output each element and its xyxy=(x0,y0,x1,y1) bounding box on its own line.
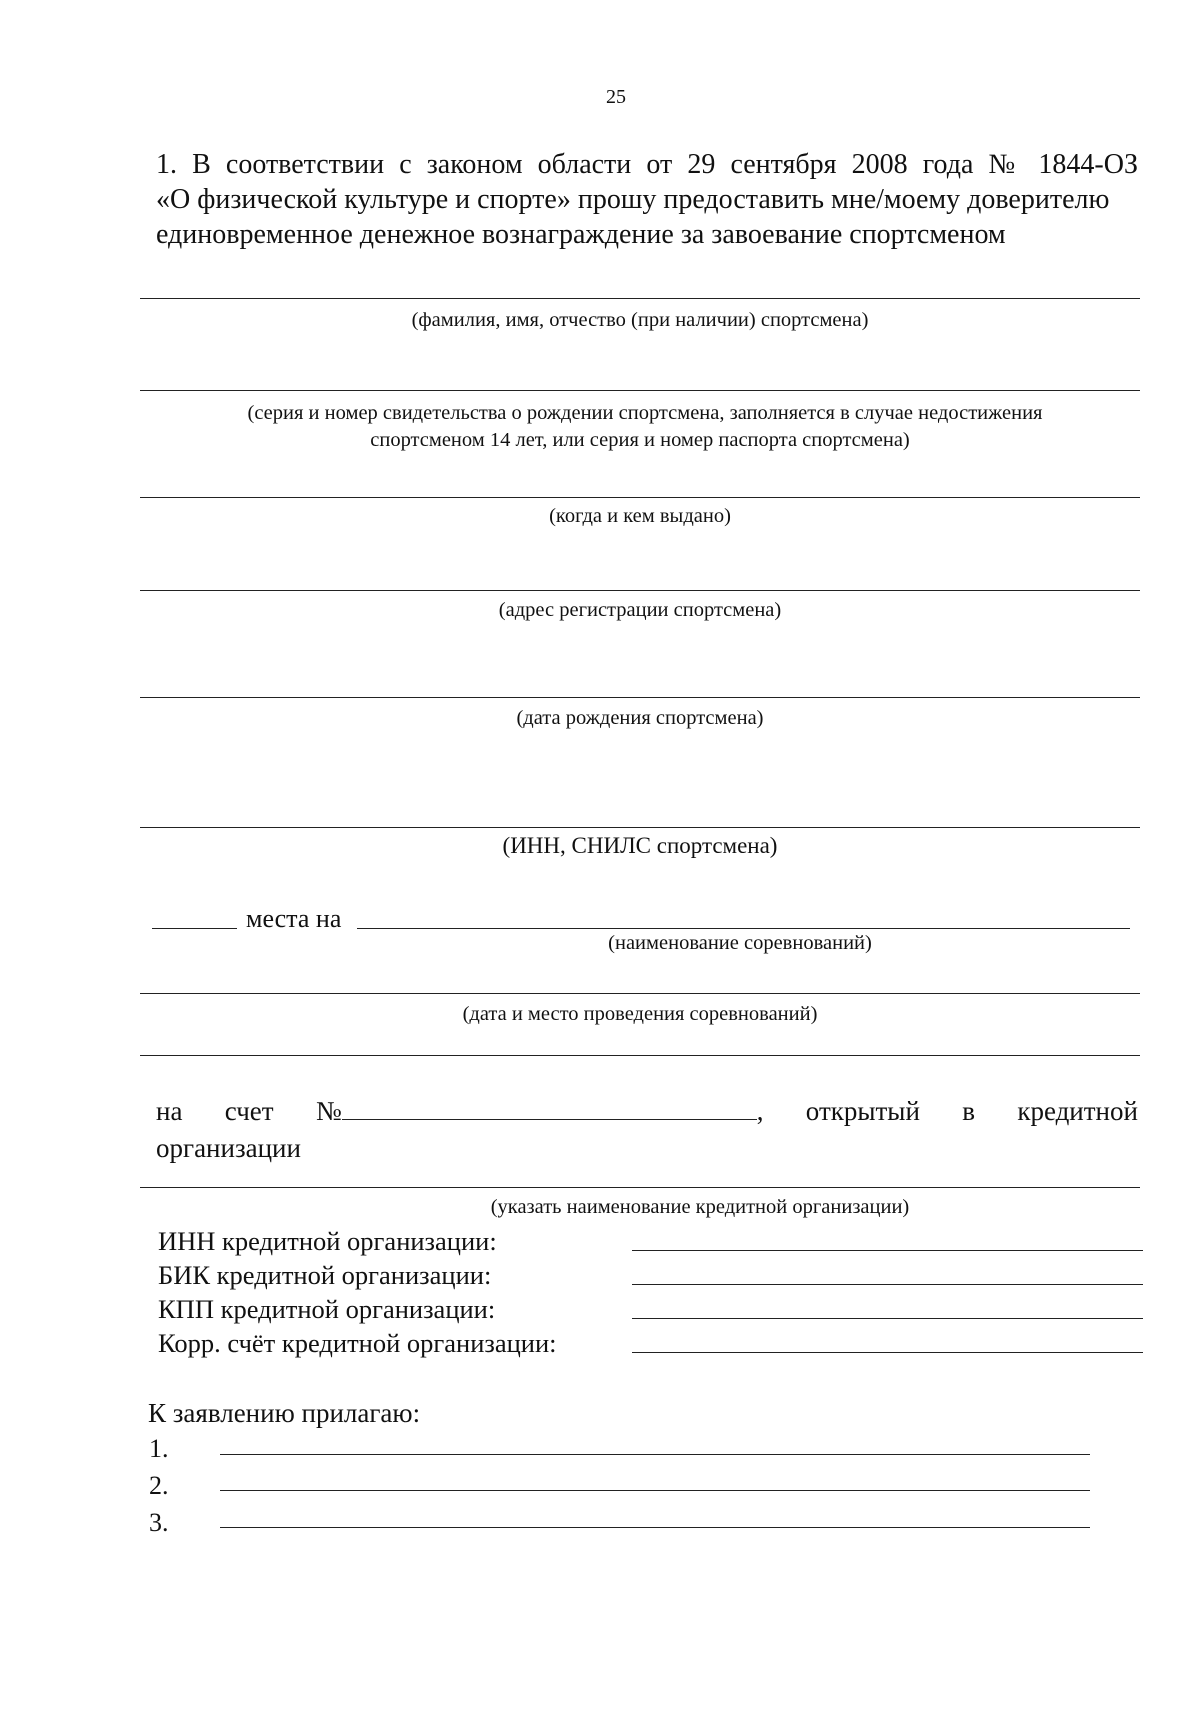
account-line-2: организации xyxy=(156,1133,301,1163)
inn-snils-caption: (ИНН, СНИЛС спортсмена) xyxy=(502,833,778,858)
account-row xyxy=(156,1096,1138,1127)
account-number-field[interactable] xyxy=(342,1099,757,1120)
intro-line-3: единовременное денежное вознаграждение за завоевание спортсменом xyxy=(156,219,1006,250)
bank-corr-label: Корр. счёт кредитной организации: xyxy=(158,1328,557,1358)
bank-name-field-line[interactable] xyxy=(140,1187,1140,1188)
issued-field-line[interactable] xyxy=(140,497,1140,498)
bank-inn-label: ИНН кредитной организации: xyxy=(158,1226,497,1256)
fio-field-line[interactable] xyxy=(140,298,1140,299)
account-word-kreditnoi: кредитной xyxy=(1017,1096,1138,1126)
account-word-schet: счет xyxy=(224,1096,274,1126)
competition-date-caption: (дата и место проведения соревнований) xyxy=(462,1003,818,1025)
account-word-otkrytyi: открытый xyxy=(805,1096,920,1126)
issued-caption: (когда и кем выдано) xyxy=(549,505,731,527)
bank-bik-field[interactable] xyxy=(632,1284,1143,1285)
birth-date-caption: (дата рождения спортсмена) xyxy=(516,707,764,729)
intro-line-2: «О физической культуре и спорте» прошу предоставить мне/моему доверителю xyxy=(156,184,1110,215)
account-number-group xyxy=(316,1096,764,1127)
address-caption: (адрес регистрации спортсмена) xyxy=(498,599,782,621)
bank-name-caption: (указать наименование кредитной организации) xyxy=(490,1196,910,1218)
place-label: места на xyxy=(246,904,342,933)
bank-bik-label: БИК кредитной организации: xyxy=(158,1260,492,1290)
attachment-field-3[interactable] xyxy=(220,1527,1090,1528)
number-sign: № xyxy=(315,1096,342,1126)
attachment-number-3: 3. xyxy=(149,1508,169,1537)
competition-date-field-line[interactable] xyxy=(140,993,1140,994)
fio-caption: (фамилия, имя, отчество (при наличии) спортсмена) xyxy=(411,309,869,331)
document-caption-line-2: спортсменом 14 лет, или серия и номер паспорта спортсмена) xyxy=(370,429,910,451)
intro-line-1: 1. В соответствии с законом области от 29 сентября 2008 года № 1844-ОЗ xyxy=(156,149,1138,180)
account-comma: , xyxy=(756,1096,764,1126)
document-caption-line-1: (серия и номер свидетельства о рождении спортсмена, заполняется в случае недостижения xyxy=(247,402,1043,424)
inn-snils-field-line[interactable] xyxy=(140,827,1140,828)
attachment-field-2[interactable] xyxy=(220,1490,1090,1491)
competition-name-field-line[interactable] xyxy=(357,928,1130,929)
address-field-line[interactable] xyxy=(140,590,1140,591)
attachment-number-2: 2. xyxy=(149,1471,169,1500)
intro-paragraph xyxy=(156,147,1138,252)
bank-kpp-field[interactable] xyxy=(632,1318,1143,1319)
account-word-v: в xyxy=(962,1096,975,1126)
bank-kpp-label: КПП кредитной организации: xyxy=(158,1294,496,1324)
attachment-field-1[interactable] xyxy=(220,1454,1090,1455)
page-number: 25 xyxy=(606,86,626,108)
place-number-field[interactable] xyxy=(152,928,237,929)
document-field-line[interactable] xyxy=(140,390,1140,391)
competition-name-caption: (наименование соревнований) xyxy=(608,932,872,954)
bank-corr-field[interactable] xyxy=(632,1352,1143,1353)
attachment-number-1: 1. xyxy=(149,1434,169,1463)
account-word-na: на xyxy=(156,1096,183,1126)
attachments-heading: К заявлению прилагаю: xyxy=(148,1398,421,1428)
birth-date-field-line[interactable] xyxy=(140,697,1140,698)
bank-inn-field[interactable] xyxy=(632,1250,1143,1251)
extra-field-line[interactable] xyxy=(140,1055,1140,1056)
